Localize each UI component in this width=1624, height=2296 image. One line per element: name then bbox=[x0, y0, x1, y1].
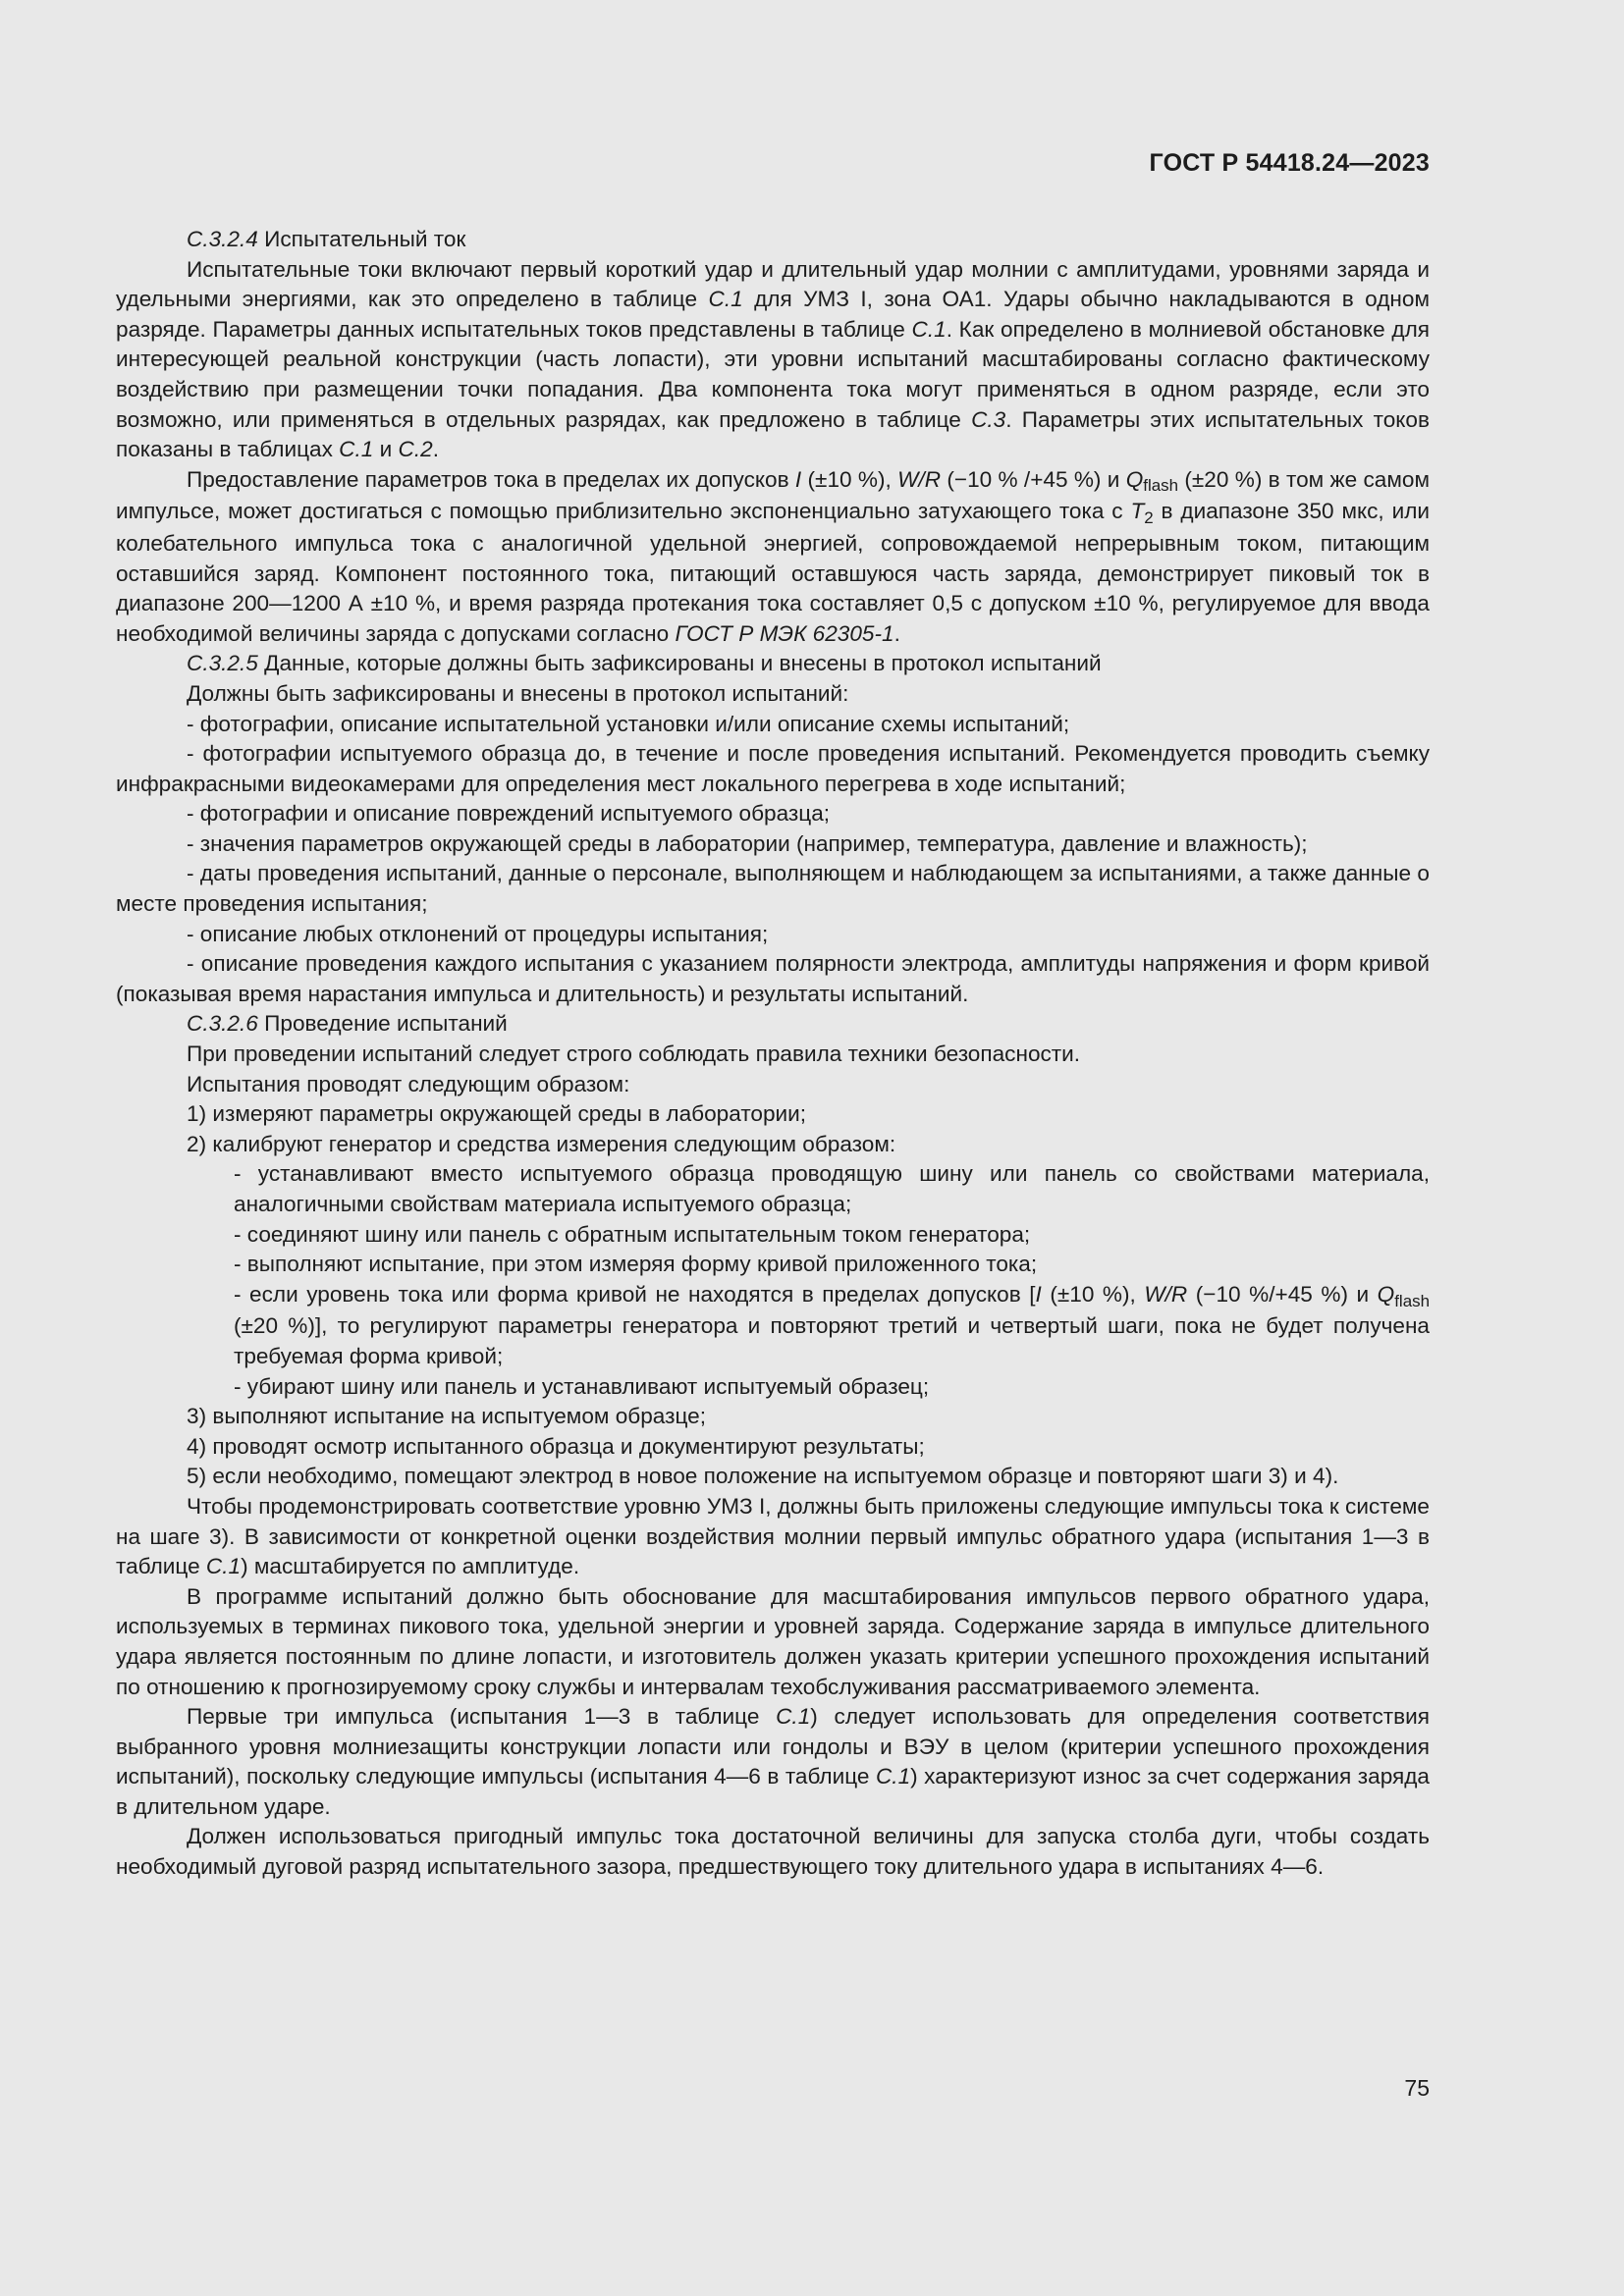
subscript: 2 bbox=[1144, 508, 1154, 528]
list-item: - описание проведения каждого испытания с указанием полярности электрода, амплитуды напряжения и форм кривой (показывая время нарастания импульса и длительность) и результаты испытаний. bbox=[116, 951, 1430, 1006]
step-item: 5) если необходимо, помещают электрод в новое положение на испытуемом образце и повторяют шаги 3) и 4). bbox=[187, 1464, 1339, 1489]
paragraph: При проведении испытаний следует строго соблюдать правила техники безопасности. bbox=[187, 1041, 1081, 1067]
table-ref: С.1 bbox=[911, 316, 947, 342]
sub-item: - соединяют шину или панель с обратным испытательным током генератора; bbox=[234, 1221, 1031, 1247]
section-heading-c324 bbox=[116, 225, 1430, 255]
sub-item: - устанавливают вместо испытуемого образца проводящую шину или панель со свойствами материала, аналогичными свойствам материала испытуемого образца; bbox=[234, 1161, 1430, 1216]
section-number: С.3.2.4 bbox=[187, 227, 258, 251]
table-ref: С.1 bbox=[339, 437, 374, 462]
document-header: ГОСТ Р 54418.24—2023 bbox=[1149, 149, 1430, 177]
sub-item: - выполняют испытание, при этом измеряя форму кривой приложенного тока; bbox=[234, 1252, 1038, 1277]
table-ref: С.2 bbox=[398, 437, 433, 462]
standard-ref: ГОСТ Р МЭК 62305-1 bbox=[675, 620, 894, 646]
section-heading-c326 bbox=[116, 1009, 1430, 1040]
table-ref: С.3 bbox=[971, 406, 1006, 432]
sub-item: - убирают шину или панель и устанавливают испытуемый образец; bbox=[234, 1373, 930, 1399]
table-ref: С.1 bbox=[875, 1764, 911, 1789]
paragraph: Чтобы продемонстрировать соответствие уровню УМЗ I, должны быть приложены следующие импульсы тока к системе на шаге 3). В зависимости от конкретной оценки воздействия молнии первый импульс обратного удара (испытания 1—3 в таблице С.1) масштабируется по амплитуде. bbox=[116, 1493, 1430, 1579]
paragraph: В программе испытаний должно быть обоснование для масштабирования импульсов первого обратного удара, используемых в терминах пикового тока, удельной энергии и уровней заряда. Содержание заряда в импульсе длительного удара является постоянным по длине лопасти, и изготовитель должен указать критерии успешного прохождения испытаний по отношению к прогнозируемому сроку службы и интервалам техобслуживания рассматриваемого элемента. bbox=[116, 1583, 1430, 1699]
paragraph: Должны быть зафиксированы и внесены в протокол испытаний: bbox=[187, 680, 849, 706]
paragraph: Предоставление параметров тока в пределах их допусков I (±10 %), W/R (−10 % /+45 %) и $Q_{flash}$ (±20 %) в том же самом импульсе, может достигаться с помощью приблизительно экспоненциально затухающего тока с $T_2$ в диапазоне 350 мкс, или колебательного импульса тока с аналогичной удельной энергией, сопровождаемой непрерывным током, питающим оставшийся заряд. Компонент постоянного тока, питающий оставшуюся часть заряда, демонстрирует пиковый ток в диапазоне 200—1200 А ±10 %, и время разряда протекания тока составляет 0,5 с допуском ±10 %, регулируемое для ввода необходимой величины заряда с допусками согласно ГОСТ Р МЭК 62305-1. bbox=[116, 466, 1430, 646]
section-title: Проведение испытаний bbox=[257, 1011, 508, 1037]
list-item: - фотографии и описание повреждений испытуемого образца; bbox=[187, 801, 831, 827]
section-title: Испытательный ток bbox=[257, 227, 466, 251]
symbol-wr: W/R bbox=[897, 466, 942, 492]
table-ref: С.1 bbox=[708, 287, 743, 312]
list-item: - фотографии, описание испытательной установки и/или описание схемы испытаний; bbox=[187, 711, 1070, 736]
paragraph: Испытательные токи включают первый короткий удар и длительный удар молнии с амплитудами, уровнями заряда и удельными энергиями, как это определено в таблице С.1 для УМЗ I, зона ОА1. Удары обычно накладываются в одном разряде. Параметры данных испытательных токов представлены в таблице С.1. Как определено в молниевой обстановке для интересующей реальной конструкции (часть лопасти), эти уровни испытаний масштабированы согласно фактическому воздействию при размещении точки попадания. Два компонента тока могут применяться в одном разряде, если это возможно, или применяться в отдельных разрядах, как предложено в таблице С.3. Параметры этих испытательных токов показаны в таблицах С.1 и С.2. bbox=[116, 256, 1430, 462]
paragraph: Первые три импульса (испытания 1—3 в таблице С.1) следует использовать для определения соответствия выбранного уровня молниезащиты конструкции лопасти или гондолы и ВЭУ в целом (критерии успешного прохождения испытаний), поскольку следующие импульсы (испытания 4—6 в таблице С.1) характеризуют износ за счет содержания заряда в длительном ударе. bbox=[116, 1704, 1430, 1819]
table-ref: С.1 bbox=[205, 1554, 242, 1579]
list-item: - значения параметров окружающей среды в лаборатории (например, температура, давление и влажность); bbox=[187, 830, 1308, 856]
symbol-t: T bbox=[1130, 499, 1145, 524]
step-item: 1) измеряют параметры окружающей среды в лаборатории; bbox=[187, 1101, 807, 1127]
step-item: 3) выполняют испытание на испытуемом образце; bbox=[187, 1404, 706, 1429]
sub-item: - если уровень тока или форма кривой не находятся в пределах допусков [I (±10 %), W/R (−10 %/+45 %) и $Q_{flash}$ (±20 %)], то регулируют параметры генератора и повторяют третий и четвертый шаги, пока не будет получена требуемая форма кривой; bbox=[234, 1281, 1430, 1368]
list-item: - описание любых отклонений от процедуры испытания; bbox=[187, 921, 769, 946]
section-number: С.3.2.5 bbox=[187, 651, 258, 676]
step-item: 4) проводят осмотр испытанного образца и документируют результаты; bbox=[187, 1433, 925, 1459]
symbol-wr: W/R bbox=[1144, 1281, 1188, 1307]
page-number: 75 bbox=[1404, 2075, 1430, 2101]
symbol-q: Q bbox=[1377, 1281, 1395, 1307]
subscript: flash bbox=[1143, 476, 1179, 496]
list-item: - даты проведения испытаний, данные о персонале, выполняющем и наблюдающем за испытаниями, а также данные о месте проведения испытания; bbox=[116, 861, 1430, 917]
paragraph: Испытания проводят следующим образом: bbox=[187, 1071, 630, 1096]
symbol-i: I bbox=[794, 466, 802, 492]
section-title: Данные, которые должны быть зафиксированы и внесены в протокол испытаний bbox=[257, 651, 1102, 676]
table-ref: С.1 bbox=[776, 1704, 811, 1730]
symbol-q: Q bbox=[1125, 466, 1144, 492]
symbol-i: I bbox=[1035, 1281, 1042, 1307]
page-content bbox=[116, 225, 1430, 1883]
step-item: 2) калибруют генератор и средства измерения следующим образом: bbox=[187, 1131, 896, 1156]
subscript: flash bbox=[1394, 1291, 1430, 1310]
section-number: С.3.2.6 bbox=[187, 1011, 258, 1037]
list-item: - фотографии испытуемого образца до, в течение и после проведения испытаний. Рекомендуется проводить съемку инфракрасными видеокамерами для определения мест локального перегрева в ходе испытаний; bbox=[116, 741, 1430, 796]
paragraph: Должен использоваться пригодный импульс тока достаточной величины для запуска столба дуги, чтобы создать необходимый дуговой разряд испытательного зазора, предшествующего току длительного удара в испытаниях 4—6. bbox=[116, 1824, 1430, 1880]
section-heading-c325 bbox=[116, 649, 1430, 679]
